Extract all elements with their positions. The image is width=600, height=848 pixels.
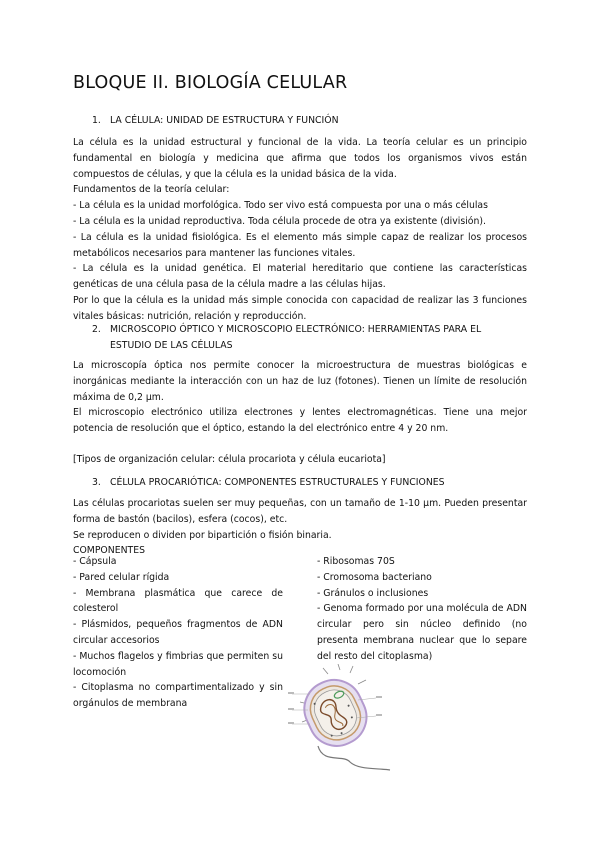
components-right-column [317, 554, 527, 665]
section-heading-text: ESTUDIO DE LAS CÉLULAS [110, 340, 233, 351]
section-number: 1. [92, 115, 101, 126]
section-heading-text: LA CÉLULA: UNIDAD DE ESTRUCTURA Y FUNCIÓN [110, 115, 339, 126]
paragraph: Las células procariotas suelen ser muy pequeñas, con un tamaño de 1-10 µm. Pueden presentar forma de bastón (bacilos), esfera (cocos), etc. [73, 498, 527, 525]
section-heading-text: CÉLULA PROCARIÓTICA: COMPONENTES ESTRUCTURALES Y FUNCIONES [110, 477, 445, 488]
list-item: - Genoma formado por una molécula de ADN circular pero sin núcleo definido (no presenta membrana nuclear que lo separe del resto del citoplasma) [317, 603, 527, 662]
list-item: - Citoplasma no compartimentalizado y sin orgánulos de membrana [73, 682, 283, 710]
components-left-column [73, 554, 283, 712]
paragraph: La célula es la unidad estructural y funcional de la vida. La teoría celular es un principio fundamental en biología y medicina que afirma que todos los organismos vivos están compuestos de células, y que la célula es la unidad básica de la vida. [73, 137, 527, 180]
section-3-body [73, 496, 527, 559]
list-item: - Cromosoma bacteriano [317, 571, 432, 583]
components-title: COMPONENTES [73, 545, 145, 557]
list-item: - La célula es la unidad genética. El material hereditario que contiene las características genéticas de una célula pasa de la célula madre a las células hijas. [73, 263, 527, 291]
list-item: - Pared celular rígida [73, 571, 170, 583]
section-1-heading [92, 113, 542, 129]
list-item: - La célula es la unidad morfológica. Todo ser vivo está compuesta por una o más células [73, 200, 488, 212]
list-item: - La célula es la unidad fisiológica. Es el elemento más simple capaz de realizar los procesos metabólicos necesarios para mantener las funciones vitales. [73, 231, 527, 259]
paragraph: Se reproducen o dividen por bipartición o fisión binaria. [73, 529, 332, 541]
list-item: - Muchos flagelos y fimbrias que permiten su locomoción [73, 650, 283, 678]
section-number: 2. [92, 324, 101, 335]
list-item: - La célula es la unidad reproductiva. Toda célula procede de otra ya existente (división). [73, 215, 486, 227]
section-1-body [73, 135, 527, 325]
section-2-body [73, 358, 527, 468]
list-item: - Cápsula [73, 556, 117, 567]
list-item: - Gránulos o inclusiones [317, 587, 429, 599]
section-3-heading [92, 475, 542, 491]
note: [Tipos de organización celular: célula procariota y célula eucariota] [73, 453, 386, 465]
prokaryotic-cell-diagram-icon [288, 664, 392, 774]
section-2-heading [92, 322, 542, 354]
paragraph: La microscopía óptica nos permite conocer la microestructura de muestras biológicas e inorgánicas mediante la interacción con un haz de luz (fotones). Tienen un límite de resolución máxima de 0,2 µm. [73, 360, 527, 403]
section-number: 3. [92, 477, 101, 488]
paragraph: El microscopio electrónico utiliza electrones y lentes electromagnéticas. Tiene una mejor potencia de resolución que el óptico, estando la del electrónico entre 4 y 20 nm. [73, 407, 527, 435]
list-item: - Plásmidos, pequeños fragmentos de ADN circular accesorios [73, 619, 283, 646]
list-item: - Membrana plasmática que carece de colesterol [73, 587, 283, 615]
paragraph: Por lo que la célula es la unidad más simple conocida con capacidad de realizar las 3 funciones vitales básicas: nutrición, relación y reproducción. [73, 294, 527, 322]
list-title: Fundamentos de la teoría celular: [73, 184, 230, 196]
list-item: - Ribosomas 70S [317, 556, 395, 567]
page-title: BLOQUE II. BIOLOGÍA CELULAR [73, 73, 348, 93]
section-heading-text: MICROSCOPIO ÓPTICO Y MICROSCOPIO ELECTRÓNICO: HERRAMIENTAS PARA EL [110, 324, 482, 335]
